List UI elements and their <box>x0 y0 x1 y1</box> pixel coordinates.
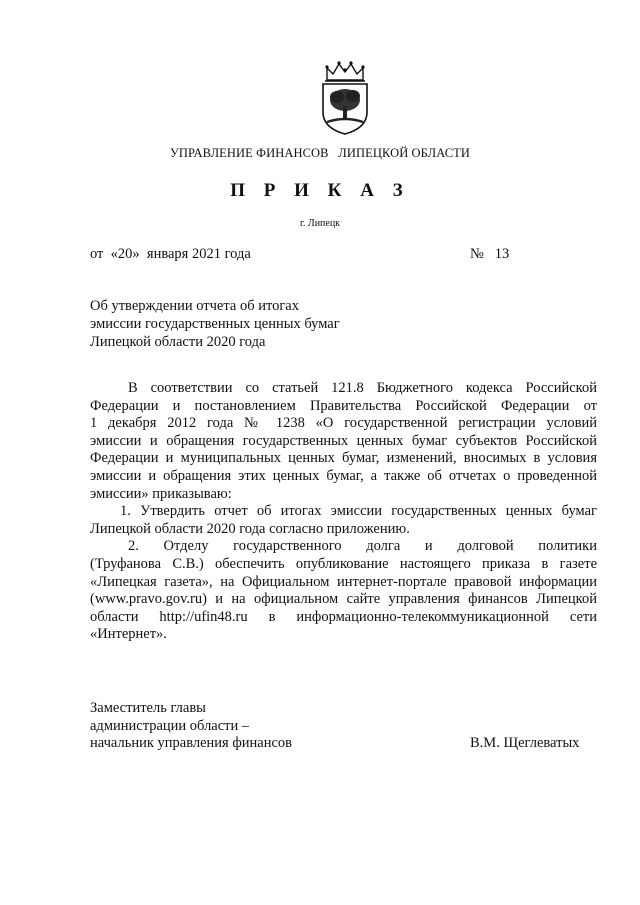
item-1-line: 1. Утвердить отчет об итогах эмиссии государственных ценных бумаг <box>120 503 597 520</box>
body-line: Федерации и постановлением Правительства Российской Федерации от <box>90 397 597 414</box>
item-2-line: (Труфанова С.В.) обеспечить опубликование настоящего приказа в газете <box>90 555 597 572</box>
body-line: Федерации и муниципальных ценных бумаг, изменений, вносимых в условия <box>90 450 597 467</box>
body-line: эмиссии» приказываю: <box>90 485 232 502</box>
item-1-line: Липецкой области 2020 года согласно приложению. <box>90 520 410 537</box>
lipetsk-coat-of-arms-icon <box>313 60 377 136</box>
signer-position-line: начальник управления финансов <box>90 735 292 752</box>
item-2-line: 2. Отделу государственного долга и долговой политики <box>128 538 597 555</box>
signer-position <box>90 700 292 753</box>
body-line: эмиссии и обращения этих ценных бумаг, а также об отчетах о проведенной <box>90 467 597 484</box>
body-line: В соответствии со статьей 121.8 Бюджетного кодекса Российской <box>128 380 597 396</box>
item-2-line: области http://ufin48.ru в информационно-телекоммуникационной сети <box>90 608 597 625</box>
body-line: эмиссии и обращения государственных ценных бумаг субъектов Российской <box>90 432 597 449</box>
order-date: от «20» января 2021 года <box>90 246 251 262</box>
order-subject <box>90 297 450 351</box>
body-line: 1 декабря 2012 года № 1238 «О государственной регистрации условий <box>90 415 597 432</box>
item-2-line: «Липецкая газета», на Официальном интернет-портале правовой информации <box>90 573 597 590</box>
subject-line: эмиссии государственных ценных бумаг <box>90 316 340 332</box>
organization-name: УПРАВЛЕНИЕ ФИНАНСОВ ЛИПЕЦКОЙ ОБЛАСТИ <box>169 146 471 160</box>
subject-line: Липецкой области 2020 года <box>90 334 266 350</box>
order-number: № 13 <box>470 246 510 262</box>
signer-position-line: администрации области – <box>90 717 250 734</box>
signer-name: В.М. Щеглеватых <box>470 735 580 751</box>
item-2-line: (www.pravo.gov.ru) и на официальном сайте управления финансов Липецкой <box>90 591 597 608</box>
subject-line: Об утверждении отчета об итогах <box>90 298 299 314</box>
item-2-line: «Интернет». <box>90 626 167 643</box>
signer-position-line: Заместитель главы <box>90 700 206 716</box>
document-title: П Р И К А З <box>230 180 410 201</box>
city-name: г. Липецк <box>299 218 341 229</box>
order-body <box>90 380 597 644</box>
